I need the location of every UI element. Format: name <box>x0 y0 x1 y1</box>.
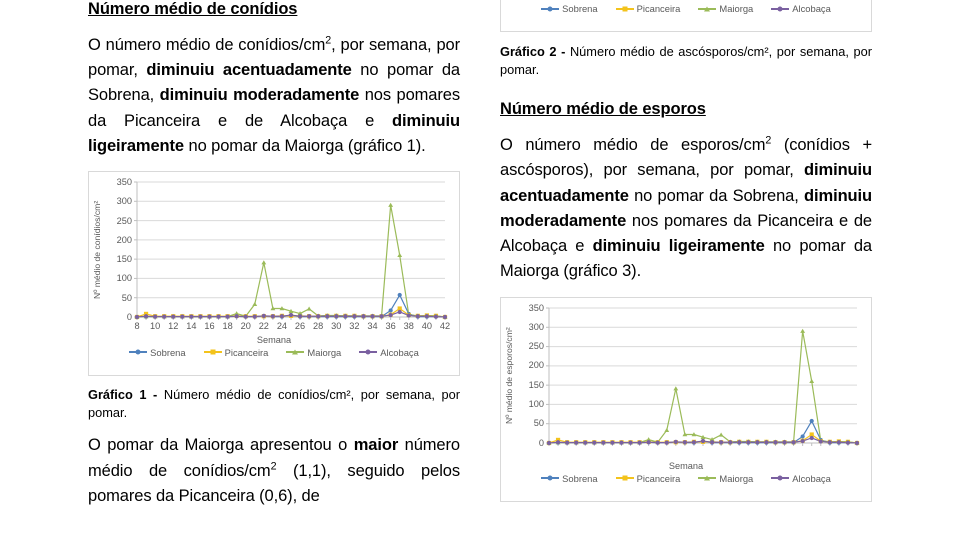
legend-marker-icon <box>778 476 783 481</box>
legend-item-picanceira[interactable] <box>616 3 681 14</box>
legend-marker-icon <box>778 6 783 11</box>
legend-label: Maiorga <box>307 346 342 358</box>
y-axis-tick-label: 200 <box>116 234 132 245</box>
legend-line-swatch <box>771 477 789 479</box>
legend-label: Alcobaça <box>380 346 419 358</box>
y-axis-tick-label: 200 <box>528 360 544 371</box>
legend-line-swatch <box>771 8 789 10</box>
legend-marker-icon <box>136 350 141 355</box>
legend-item-maiorga[interactable] <box>286 347 341 358</box>
y-axis-tick-label: 150 <box>528 379 544 390</box>
legend-marker-icon <box>622 6 627 11</box>
x-axis-tick-label: 14 <box>186 320 197 331</box>
legend-line-swatch <box>129 351 147 353</box>
legend-item-picanceira[interactable] <box>204 347 269 358</box>
legend-item-alcobaa[interactable] <box>771 473 831 484</box>
legend-item-picanceira[interactable] <box>616 473 681 484</box>
y-axis-tick-label: 350 <box>528 302 544 313</box>
x-axis-tick-label: 10 <box>149 320 161 331</box>
y-axis-tick-label: 300 <box>116 196 132 207</box>
y-axis-tick-label: 100 <box>116 273 132 284</box>
y-axis-tick-label: 250 <box>116 215 132 226</box>
y-axis-tick-label: 50 <box>121 292 132 303</box>
y-axis-tick-label: 300 <box>528 321 544 332</box>
legend-marker-icon <box>704 476 710 481</box>
legend-item-alcobaa[interactable] <box>359 347 419 358</box>
legend-line-swatch <box>616 477 634 479</box>
paragraph-maiorga-maior: O pomar da Maiorga apresentou o maior número médio de conídios/$cm^2$ (1,1), seguido pelos pomares da Picanceira (0,6), de <box>88 436 460 505</box>
chart-grafico-2-canvas <box>501 0 871 31</box>
legend-label: Sobrena <box>150 346 186 358</box>
x-axis-tick-label: 30 <box>331 320 342 331</box>
y-axis-tick-label: 150 <box>116 254 132 265</box>
x-axis-tick-label: 12 <box>168 320 179 331</box>
legend-label: Alcobaça <box>792 3 831 14</box>
x-axis-tick-label: 8 <box>134 320 140 331</box>
page-title-esporos: Número médio de esporos <box>500 100 706 119</box>
x-axis-tick-label: 28 <box>313 320 324 331</box>
legend-label: Maiorga <box>719 3 754 14</box>
right-column <box>500 0 872 512</box>
chart-legend <box>89 347 459 358</box>
legend-label: Sobrena <box>562 472 598 484</box>
legend-line-swatch <box>541 8 559 10</box>
caption-grafico-1: Gráfico 1 - Número médio de conídios/cm², por semana, por pomar. <box>88 386 460 420</box>
legend-marker-icon <box>704 6 710 11</box>
x-axis-title: Semana <box>668 460 704 471</box>
legend-item-sobrena[interactable] <box>541 473 597 484</box>
legend-item-alcobaa[interactable] <box>771 3 831 14</box>
chart-grafico-1 <box>88 171 460 376</box>
y-axis-title: Nº médio de conídios/cm² <box>92 200 102 299</box>
y-axis-tick-label: 250 <box>528 341 544 352</box>
y-axis-tick-label: 350 <box>116 176 132 187</box>
y-axis-tick-label: 50 <box>533 418 544 429</box>
legend-line-swatch <box>204 351 222 353</box>
legend-label: Alcobaça <box>792 472 831 484</box>
chart-legend <box>501 473 871 484</box>
x-axis-tick-label: 22 <box>258 320 269 331</box>
legend-label: Picanceira <box>636 472 681 484</box>
y-axis-tick-label: 100 <box>528 398 544 409</box>
x-axis-tick-label: 36 <box>385 320 396 331</box>
legend-marker-icon <box>210 350 215 355</box>
x-axis-tick-label: 34 <box>367 320 378 331</box>
chart-grafico-3 <box>500 297 872 502</box>
caption-grafico-2: Gráfico 2 - Número médio de ascósporos/cm², por semana, por pomar. <box>500 44 872 77</box>
x-axis-title <box>501 0 871 1</box>
x-axis-tick-label: 42 <box>439 320 451 331</box>
legend-line-swatch <box>359 351 377 353</box>
chart-grafico-1-canvas <box>89 172 459 375</box>
chart-legend <box>501 3 871 14</box>
legend-line-swatch <box>698 8 716 10</box>
legend-marker-icon <box>548 476 553 481</box>
x-axis-title: Semana <box>256 334 292 345</box>
y-axis-title: Nº médio de esporos/cm² <box>504 326 514 424</box>
legend-item-sobrena[interactable] <box>541 3 597 14</box>
legend-line-swatch <box>541 477 559 479</box>
x-axis-tick-label: 20 <box>240 320 251 331</box>
y-axis-tick-label: 0 <box>538 437 544 448</box>
x-axis-tick-label: 32 <box>349 320 360 331</box>
legend-line-swatch <box>286 351 304 353</box>
left-column <box>88 0 460 521</box>
legend-item-maiorga[interactable] <box>698 3 753 14</box>
legend-marker-icon <box>622 476 627 481</box>
paragraph-esporos: O número médio de esporos/$cm^2$ (conídios + ascósporos), por semana, por pomar, diminuiu acentuadamente no pomar da Sobrena, diminuiu moderadamente nos pomares da Picanceira e de Alcobaça e diminuiu ligeiramente no pomar da Maiorga (gráfico 3). <box>500 134 872 281</box>
legend-label: Maiorga <box>719 472 754 484</box>
legend-marker-icon <box>366 350 371 355</box>
legend-line-swatch <box>616 8 634 10</box>
legend-line-swatch <box>698 477 716 479</box>
y-axis-tick-label: 0 <box>126 311 132 322</box>
paragraph-conidios: O número médio de conídios/$cm^2$, por semana, por pomar, diminuiu acentuadamente no pomar da Sobrena, diminuiu moderadamente nos pomares da Picanceira e de Alcobaça e diminuiu ligeiramente no pomar da Maiorga (gráfico 1). <box>88 34 460 155</box>
chart-grafico-2 <box>500 0 872 32</box>
x-axis-tick-label: 24 <box>276 320 288 331</box>
x-axis-tick-label: 16 <box>204 320 215 331</box>
legend-item-sobrena[interactable] <box>129 347 185 358</box>
legend-marker-icon <box>292 350 298 355</box>
x-axis-tick-label: 26 <box>294 320 306 331</box>
legend-label: Picanceira <box>224 346 269 358</box>
x-axis-tick-label: 40 <box>421 320 432 331</box>
x-axis-tick-label: 18 <box>222 320 233 331</box>
x-axis-tick-label: 38 <box>403 320 414 331</box>
legend-label: Picanceira <box>636 3 681 14</box>
legend-marker-icon <box>548 6 553 11</box>
chart-grafico-3-canvas <box>501 298 871 501</box>
legend-label: Sobrena <box>562 3 598 14</box>
legend-item-maiorga[interactable] <box>698 473 753 484</box>
page-title-conidios: Número médio de conídios <box>88 0 298 18</box>
